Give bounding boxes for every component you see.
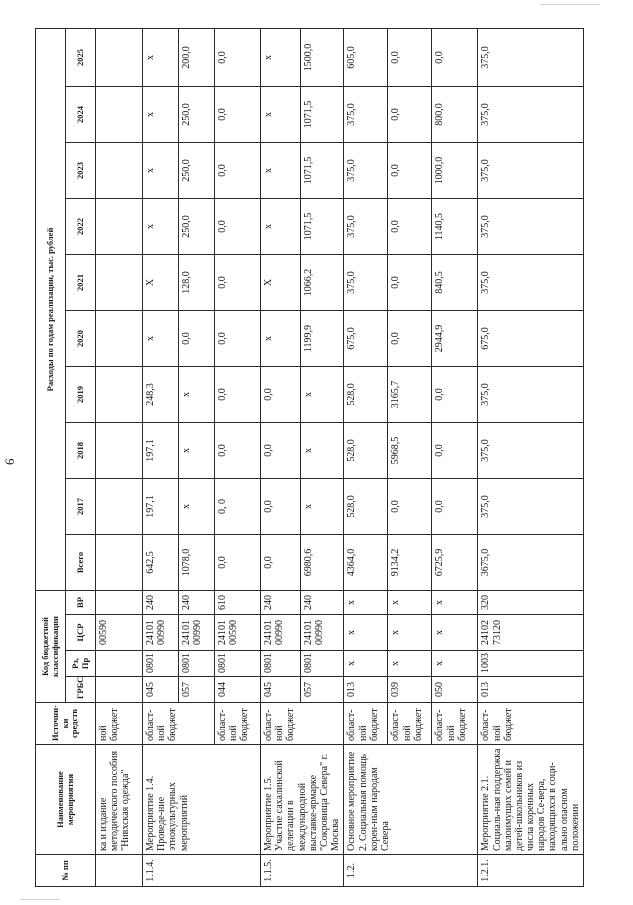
funding-source: област-ной бюджет — [143, 703, 215, 745]
year-value: х — [179, 367, 215, 423]
year-value: х — [261, 87, 301, 143]
year-value: 375,0 — [478, 423, 584, 479]
year-value: 0,0 — [432, 28, 478, 86]
year-value: 375,0 — [344, 255, 388, 311]
year-value: 0,0 — [388, 311, 432, 367]
grbs-code: 045 — [261, 677, 301, 703]
header-total: Всего — [66, 535, 96, 591]
year-value: х — [261, 311, 301, 367]
vr-code: 320 — [478, 591, 584, 615]
year-value: 675,0 — [344, 311, 388, 367]
csr-code: 24102 73120 — [478, 615, 584, 651]
total-value: 642,5 — [143, 535, 179, 591]
rzpr-code: 1003 — [478, 651, 584, 677]
year-value: 375,0 — [478, 479, 584, 535]
header-year: 2022 — [66, 199, 96, 255]
year-value: 248,3 — [143, 367, 179, 423]
year-value: х — [300, 367, 344, 423]
table-row — [143, 28, 179, 886]
scan-mark — [540, 4, 600, 5]
vr-code: 610 — [215, 591, 261, 615]
header-source: Источни-ки средств — [36, 703, 96, 745]
year-value: 0,0 — [388, 255, 432, 311]
funding-source: област-ной бюджет — [478, 703, 584, 745]
year-value: х — [143, 311, 179, 367]
csr-code: х — [388, 615, 432, 651]
rzpr-code: 0801 — [261, 651, 301, 677]
header-year: 2017 — [66, 479, 96, 535]
header-years-group: Расходы по годам реализации, тыс. рублей — [36, 28, 66, 590]
year-value: 0,0 — [432, 479, 478, 535]
page-number: 6 — [2, 458, 17, 465]
header-year: 2024 — [66, 87, 96, 143]
row-number: 1.2. — [344, 855, 478, 887]
year-value: х — [179, 423, 215, 479]
year-value — [96, 199, 143, 255]
year-value: 0,0 — [388, 28, 432, 86]
year-value: х — [179, 479, 215, 535]
header-year: 2025 — [66, 28, 96, 86]
rzpr-code: х — [432, 651, 478, 677]
csr-code: 24101 00590 — [215, 615, 261, 651]
row-number: 1.1.5. — [261, 855, 344, 887]
header-year: 2021 — [66, 255, 96, 311]
table-row — [261, 28, 301, 886]
vr-code: х — [388, 591, 432, 615]
year-value: 2944,9 — [432, 311, 478, 367]
year-value — [96, 143, 143, 199]
year-value: 375,0 — [478, 367, 584, 423]
csr-code: х — [432, 615, 478, 651]
year-value — [96, 255, 143, 311]
vr-code: х — [344, 591, 388, 615]
scan-mark — [20, 899, 60, 900]
header-no: № пп — [36, 855, 96, 887]
year-value: х — [300, 479, 344, 535]
year-value: 250,0 — [179, 87, 215, 143]
total-value — [96, 535, 143, 591]
grbs-code — [96, 677, 143, 703]
year-value: х — [143, 28, 179, 86]
year-value: 800,0 — [432, 87, 478, 143]
year-value: 0,0 — [215, 255, 261, 311]
csr-code: 00590 — [96, 615, 143, 651]
year-value: 675,0 — [478, 311, 584, 367]
funding-source: област-ной бюджет — [344, 703, 388, 745]
header-year: 2020 — [66, 311, 96, 367]
csr-code: 24101 00990 — [143, 615, 179, 651]
grbs-code: 013 — [344, 677, 388, 703]
year-value: 250,0 — [179, 199, 215, 255]
year-value: 197,1 — [143, 479, 179, 535]
year-value: 0,0 — [388, 87, 432, 143]
grbs-code: 050 — [432, 677, 478, 703]
year-value: Х — [143, 255, 179, 311]
vr-code: 240 — [300, 591, 344, 615]
year-value: 5968,5 — [388, 423, 432, 479]
year-value: 1140,5 — [432, 199, 478, 255]
year-value: 605,0 — [344, 28, 388, 86]
year-value: 0,0 — [215, 311, 261, 367]
event-name: Мероприятие 1.5. Участие сахалинской делегации в международной выставке-ярмарке "Сокровища Севера" г. Москва — [261, 745, 344, 855]
year-value: 0,0 — [261, 423, 301, 479]
year-value: 528,0 — [344, 367, 388, 423]
row-number: 1.2.1. — [478, 855, 584, 887]
vr-code — [96, 591, 143, 615]
header-year: 2023 — [66, 143, 96, 199]
year-value: 375,0 — [478, 199, 584, 255]
header-year: 2018 — [66, 423, 96, 479]
header-code-group: Код бюджетной классификации — [36, 591, 66, 703]
year-value: 375,0 — [478, 143, 584, 199]
rzpr-code: 0801 — [215, 651, 261, 677]
year-value: х — [261, 199, 301, 255]
year-value: 0,0 — [432, 367, 478, 423]
event-name: Мероприятие 2.1. Социаль-ная поддержка малоимущих семей и детей-школьников из числа коренных народов Се-вера, находящихся в соци-ально опасном положении — [478, 745, 584, 855]
header-csr: ЦСР — [66, 615, 96, 651]
rzpr-code: х — [344, 651, 388, 677]
year-value — [96, 367, 143, 423]
total-value: 9134,2 — [388, 535, 432, 591]
year-value: х — [143, 143, 179, 199]
rzpr-code: 0801 — [179, 651, 215, 677]
year-value: 375,0 — [344, 199, 388, 255]
year-value: 1500,0 — [300, 28, 344, 86]
grbs-code: 039 — [388, 677, 432, 703]
rzpr-code: 0801 — [300, 651, 344, 677]
year-value: 200,0 — [179, 28, 215, 86]
vr-code: 240 — [143, 591, 179, 615]
year-value: 1000,0 — [432, 143, 478, 199]
year-value: х — [261, 143, 301, 199]
row-number: 1.1.4. — [143, 855, 261, 887]
year-value: 0,0 — [179, 311, 215, 367]
total-value: 4364,0 — [344, 535, 388, 591]
event-name: ка и издание методического пособия "Нивхская одежда" — [96, 745, 143, 855]
header-rzpr: Рз, Пр — [66, 651, 96, 677]
year-value: х — [300, 423, 344, 479]
year-value: х — [143, 199, 179, 255]
grbs-code: 057 — [300, 677, 344, 703]
year-value: Х — [261, 255, 301, 311]
rzpr-code: 0801 — [143, 651, 179, 677]
funding-source: ной бюджет — [96, 703, 143, 745]
grbs-code: 045 — [143, 677, 179, 703]
table-row — [478, 28, 584, 886]
rzpr-code — [96, 651, 143, 677]
vr-code: х — [432, 591, 478, 615]
year-value: 250,0 — [179, 143, 215, 199]
csr-code: 24101 00990 — [261, 615, 301, 651]
year-value: 840,5 — [432, 255, 478, 311]
budget-table — [35, 28, 584, 887]
year-value: 0,0 — [215, 28, 261, 86]
table-row — [96, 28, 143, 886]
header-grbs: ГРБС — [66, 677, 96, 703]
year-value — [96, 479, 143, 535]
year-value: 0,0 — [432, 423, 478, 479]
funding-source: област-ной бюджет — [432, 703, 478, 745]
vr-code: 240 — [179, 591, 215, 615]
year-value: 375,0 — [344, 87, 388, 143]
funding-source: област-ной бюджет — [388, 703, 432, 745]
vr-code: 240 — [261, 591, 301, 615]
grbs-code: 044 — [215, 677, 261, 703]
grbs-code: 013 — [478, 677, 584, 703]
year-value: 0,0 — [388, 479, 432, 535]
year-value: 0,0 — [261, 479, 301, 535]
grbs-code: 057 — [179, 677, 215, 703]
year-value: х — [261, 28, 301, 86]
year-value: 0,0 — [215, 423, 261, 479]
year-value: 1071,5 — [300, 199, 344, 255]
year-value: 0,0 — [215, 367, 261, 423]
event-name: Основное мероприятие 2. Социальная помощь корен-ным народам Севера — [344, 745, 478, 855]
year-value: 528,0 — [344, 423, 388, 479]
year-value: 375,0 — [478, 255, 584, 311]
year-value: 375,0 — [478, 28, 584, 86]
total-value: 6725,9 — [432, 535, 478, 591]
total-value: 0,0 — [215, 535, 261, 591]
total-value: 3675,0 — [478, 535, 584, 591]
year-value: 1071,5 — [300, 87, 344, 143]
header-year: 2019 — [66, 367, 96, 423]
year-value: 375,0 — [478, 87, 584, 143]
event-name: Мероприятие 1.4. Проведе-ние этнокультурных мероприятий — [143, 745, 261, 855]
year-value: х — [143, 87, 179, 143]
year-value: 197,1 — [143, 423, 179, 479]
year-value — [96, 423, 143, 479]
total-value: 1078,0 — [179, 535, 215, 591]
year-value: 1066,2 — [300, 255, 344, 311]
year-value: 375,0 — [344, 143, 388, 199]
year-value: 0, 0 — [215, 479, 261, 535]
csr-code: 24101 00990 — [300, 615, 344, 651]
year-value: 528,0 — [344, 479, 388, 535]
csr-code: 24101 00990 — [179, 615, 215, 651]
total-value: 0,0 — [261, 535, 301, 591]
total-value: 6980,6 — [300, 535, 344, 591]
table-row — [344, 28, 388, 886]
funding-source: област-ной бюджет — [215, 703, 261, 745]
year-value — [96, 28, 143, 86]
header-name: Наименование мероприятия — [36, 745, 96, 855]
year-value — [96, 87, 143, 143]
year-value: 3165,7 — [388, 367, 432, 423]
year-value: 0,0 — [388, 143, 432, 199]
rzpr-code: х — [388, 651, 432, 677]
year-value: 0,0 — [215, 199, 261, 255]
year-value: 0,0 — [261, 367, 301, 423]
year-value — [96, 311, 143, 367]
funding-source: област-ной бюджет — [261, 703, 344, 745]
year-value: 0,0 — [215, 87, 261, 143]
year-value: 0,0 — [215, 143, 261, 199]
header-vr: ВР — [66, 591, 96, 615]
csr-code: х — [344, 615, 388, 651]
year-value: 1071,5 — [300, 143, 344, 199]
year-value: 0,0 — [388, 199, 432, 255]
year-value: 1199,9 — [300, 311, 344, 367]
year-value: 128,0 — [179, 255, 215, 311]
row-number — [96, 855, 143, 887]
